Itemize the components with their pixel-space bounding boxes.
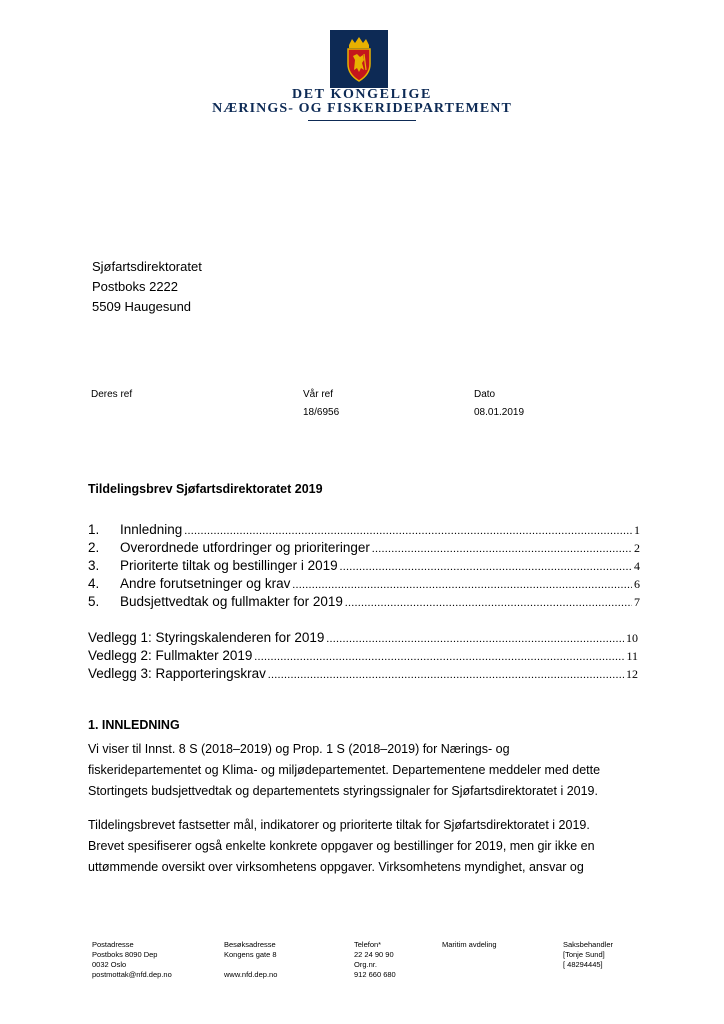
toc-leader (326, 633, 624, 645)
coat-of-arms-logo (330, 30, 388, 88)
section-heading: 1. INNLEDNING (88, 718, 180, 732)
toc-item[interactable] (88, 576, 640, 594)
footer-line: Postadresse (92, 940, 134, 949)
toc-page: 6 (634, 577, 640, 591)
toc-label: Andre forutsetninger og krav (120, 576, 291, 591)
toc-page: 2 (634, 541, 640, 555)
footer-visiting-address (224, 940, 277, 980)
toc-label: Innledning (120, 522, 183, 537)
toc-label: Prioriterte tiltak og bestillinger i 2019 (120, 558, 338, 573)
paragraph-1 (88, 739, 648, 802)
appendix-list (88, 630, 638, 684)
toc-number: 3. (88, 558, 100, 573)
toc-leader (254, 651, 624, 663)
toc-page: 7 (634, 595, 640, 609)
toc-leader (372, 543, 632, 555)
footer-line: Kongens gate 8 (224, 950, 277, 959)
appendix-page: 12 (626, 667, 638, 681)
toc-item[interactable] (88, 522, 640, 540)
deres-ref-label: Deres ref (91, 389, 133, 400)
appendix-label: Vedlegg 2: Fullmakter 2019 (88, 648, 253, 663)
footer-line (224, 960, 277, 970)
appendix-page: 11 (626, 649, 638, 663)
toc-item[interactable] (88, 558, 640, 576)
toc-leader (345, 597, 632, 609)
toc-item[interactable] (88, 594, 640, 612)
paragraph-line: Tildelingsbrevet fastsetter mål, indikatorer og prioriterte tiltak for Sjøfartsdirektoratet i 2019. (88, 818, 590, 832)
paragraph-line: Stortingets budsjettvedtak og departementets styringssignaler for Sjøfartsdirektoratet i 2019. (88, 784, 598, 798)
recipient-postbox: Postboks 2222 (92, 279, 179, 294)
appendix-label: Vedlegg 3: Rapporteringskrav (88, 666, 266, 681)
dato-label: Dato (474, 389, 496, 400)
letter-title: Tildelingsbrev Sjøfartsdirektoratet 2019 (88, 482, 323, 496)
footer-line: Besøksadresse (224, 940, 276, 949)
appendix-item[interactable] (88, 666, 638, 684)
toc-number: 5. (88, 594, 100, 609)
toc-leader (184, 525, 632, 537)
footer-line: Saksbehandler (563, 940, 614, 949)
footer-line: Postboks 8090 Dep (92, 950, 158, 959)
paragraph-line: fiskeridepartementet og Klima- og miljødepartementet. Departementene meddeler med dette (88, 763, 601, 777)
footer-line: Telefon* (354, 940, 382, 949)
toc-number: 4. (88, 576, 100, 591)
table-of-contents (88, 522, 640, 612)
footer-line: Maritim avdeling (442, 940, 497, 949)
footer-line: Org.nr. (354, 960, 377, 969)
footer-case-officer (563, 940, 613, 970)
paragraph-line: uttømmende oversikt over virksomhetens oppgaver. Virksomhetens myndighet, ansvar og (88, 860, 584, 874)
paragraph-line: Vi viser til Innst. 8 S (2018–2019) og Prop. 1 S (2018–2019) for Nærings- og (88, 742, 510, 756)
paragraph-line: Brevet spesifiserer også enkelte konkrete oppgaver og bestillinger for 2019, men gir ikke en (88, 839, 595, 853)
paragraph-2 (88, 815, 648, 878)
toc-number: 1. (88, 522, 100, 537)
toc-label: Overordnede utfordringer og prioriteringer (120, 540, 370, 555)
dato-value: 08.01.2019 (474, 407, 525, 418)
toc-label: Budsjettvedtak og fullmakter for 2019 (120, 594, 343, 609)
toc-leader (340, 561, 632, 573)
footer-email[interactable]: postmottak@nfd.dep.no (92, 970, 172, 979)
toc-item[interactable] (88, 540, 640, 558)
footer-line: [Tonje Sund] (563, 950, 605, 959)
footer-website[interactable]: www.nfd.dep.no (224, 970, 278, 979)
var-ref-label: Vår ref (303, 389, 334, 400)
toc-number: 2. (88, 540, 100, 555)
department-name-line1: DET KONGELIGE (292, 87, 432, 102)
toc-page: 4 (634, 559, 640, 573)
footer-line: [ 48294445] (563, 960, 603, 969)
var-ref-value: 18/6956 (303, 407, 340, 418)
footer-phone-org (354, 940, 396, 980)
recipient-city: 5509 Haugesund (92, 299, 192, 314)
appendix-page: 10 (626, 631, 638, 645)
recipient-address (92, 257, 202, 317)
footer-line: 912 660 680 (354, 970, 396, 979)
footer-postal-address (92, 940, 172, 980)
footer-line: 0032 Oslo (92, 960, 127, 969)
appendix-label: Vedlegg 1: Styringskalenderen for 2019 (88, 630, 325, 645)
recipient-name: Sjøfartsdirektoratet (92, 259, 202, 274)
toc-leader (268, 669, 624, 681)
footer-department-unit (442, 940, 497, 950)
letterhead-divider (308, 120, 416, 121)
appendix-item[interactable] (88, 648, 638, 666)
toc-page: 1 (634, 523, 640, 537)
appendix-item[interactable] (88, 630, 638, 648)
department-name-line2: NÆRINGS- OG FISKERIDEPARTEMENT (212, 101, 512, 116)
toc-leader (292, 579, 632, 591)
footer-line: 22 24 90 90 (354, 950, 394, 959)
